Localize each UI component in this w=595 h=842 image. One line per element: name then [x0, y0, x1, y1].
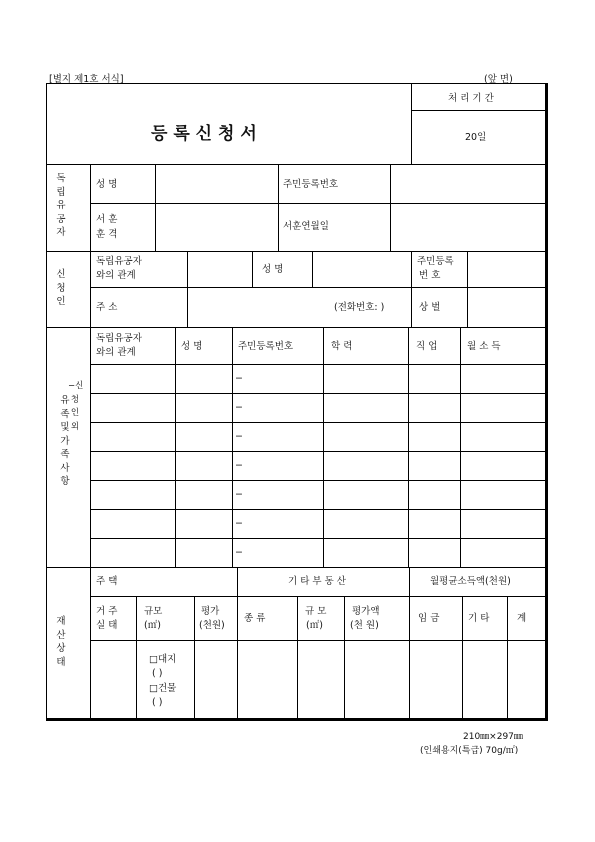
- family-section-label-left: 유족및가족사항: [60, 395, 70, 487]
- rule: [409, 567, 410, 719]
- rule: [507, 596, 508, 719]
- rule: [90, 393, 546, 394]
- applicant-relation-label-2: 와의 관계: [96, 270, 136, 281]
- family-relation-header: 독립유공자: [96, 333, 142, 344]
- rule: [90, 538, 546, 539]
- page-side: (앞 면): [484, 74, 513, 85]
- rule: [460, 327, 461, 567]
- form-number: [별지 제1호 서식]: [49, 74, 124, 85]
- rule: [390, 164, 391, 251]
- other-income-header: 기 타: [468, 613, 490, 624]
- rule: [90, 203, 546, 204]
- applicant-phone-label: (전화번호: ): [334, 302, 385, 313]
- rule: [90, 509, 546, 510]
- monthly-income-header: 월평균소득액(천원): [430, 576, 511, 587]
- award-grade-label: 훈 격: [96, 229, 118, 240]
- family-section-label-right: −신청인외: [68, 381, 84, 432]
- value2-unit: (천 원): [350, 620, 379, 631]
- rule: [136, 596, 137, 719]
- family-income-header: 월 소 득: [467, 341, 501, 352]
- rule: [46, 164, 546, 165]
- residence-header-2: 실 태: [96, 620, 118, 631]
- paper-size: 210㎜×297㎜: [463, 732, 523, 742]
- rule: [175, 327, 176, 567]
- patriot-name-label: 성 명: [96, 179, 118, 190]
- rule: [90, 364, 546, 365]
- value-unit: (천원): [199, 620, 225, 631]
- applicant-section-label: 신청인: [56, 269, 66, 307]
- rule: [187, 251, 188, 327]
- rule: [90, 640, 546, 641]
- rule: [90, 164, 91, 719]
- rule: [232, 327, 233, 567]
- rule: [252, 251, 253, 287]
- rule: [46, 327, 546, 328]
- award-label: 서 훈: [96, 214, 118, 225]
- property-section-label: 재산상태: [56, 616, 66, 668]
- award-date-label: 서훈연월일: [283, 221, 329, 232]
- rule: [237, 567, 238, 719]
- rule: [46, 251, 546, 252]
- size2-header: 규 모: [305, 606, 327, 617]
- rule: [297, 596, 298, 719]
- rule: [155, 164, 156, 251]
- building-paren: ( ): [152, 697, 163, 708]
- rule: [411, 84, 412, 164]
- rule: [344, 596, 345, 719]
- rrn-dash: −: [235, 518, 243, 529]
- applicant-rrn-label: 주민등록: [417, 256, 454, 267]
- rule: [194, 596, 195, 719]
- rule: [467, 251, 468, 327]
- building-checkbox-label: □건물: [149, 683, 177, 694]
- family-job-header: 직 업: [416, 341, 438, 352]
- rrn-dash: −: [235, 547, 243, 558]
- rule: [90, 480, 546, 481]
- rule: [278, 164, 279, 251]
- patriot-rrn-label: 주민등록번호: [283, 179, 339, 190]
- rule: [312, 251, 313, 287]
- land-paren: ( ): [152, 668, 163, 679]
- size-unit: (㎡): [144, 620, 161, 631]
- rrn-dash: −: [235, 460, 243, 471]
- applicant-rrn-label-2: 번 호: [419, 270, 441, 281]
- applicant-award-label: 상 벌: [419, 302, 441, 313]
- applicant-relation-label: 독립유공자: [96, 256, 142, 267]
- rule: [462, 596, 463, 719]
- housing-header: 주 택: [96, 576, 118, 587]
- size-header: 규모: [144, 606, 163, 617]
- rule: [90, 287, 546, 288]
- applicant-name-label: 성 명: [262, 264, 284, 275]
- paper-spec: (인쇄용지(특급) 70g/㎡): [420, 746, 519, 756]
- kind-header: 종 류: [244, 613, 266, 624]
- rule: [411, 110, 546, 111]
- family-name-header: 성 명: [181, 341, 203, 352]
- applicant-address-label: 주 소: [96, 302, 118, 313]
- rrn-dash: −: [235, 402, 243, 413]
- wage-header: 임 금: [418, 613, 440, 624]
- value-header: 평가: [201, 606, 220, 617]
- rrn-dash: −: [235, 431, 243, 442]
- rule: [90, 596, 546, 597]
- value2-header: 평가액: [352, 606, 380, 617]
- family-education-header: 학 력: [331, 341, 353, 352]
- rule: [90, 422, 546, 423]
- rule: [411, 251, 412, 327]
- family-rrn-header: 주민등록번호: [238, 341, 294, 352]
- size2-unit: (㎡): [306, 620, 323, 631]
- rule: [323, 327, 324, 567]
- patriot-section-label: 독립유공자: [56, 173, 66, 238]
- land-checkbox-label: □대지: [149, 654, 177, 665]
- processing-label: 처 리 기 간: [448, 93, 494, 104]
- rule: [90, 451, 546, 452]
- other-realestate-header: 기 타 부 동 산: [288, 576, 346, 587]
- residence-header: 거 주: [96, 606, 118, 617]
- total-header: 계: [517, 613, 527, 624]
- rrn-dash: −: [235, 489, 243, 500]
- processing-value: 20일: [465, 132, 487, 143]
- rule: [408, 327, 409, 567]
- family-relation-header-2: 와의 관계: [96, 347, 136, 358]
- rule: [46, 567, 546, 568]
- rrn-dash: −: [235, 373, 243, 384]
- form-title: 등 록 신 청 서: [151, 124, 257, 144]
